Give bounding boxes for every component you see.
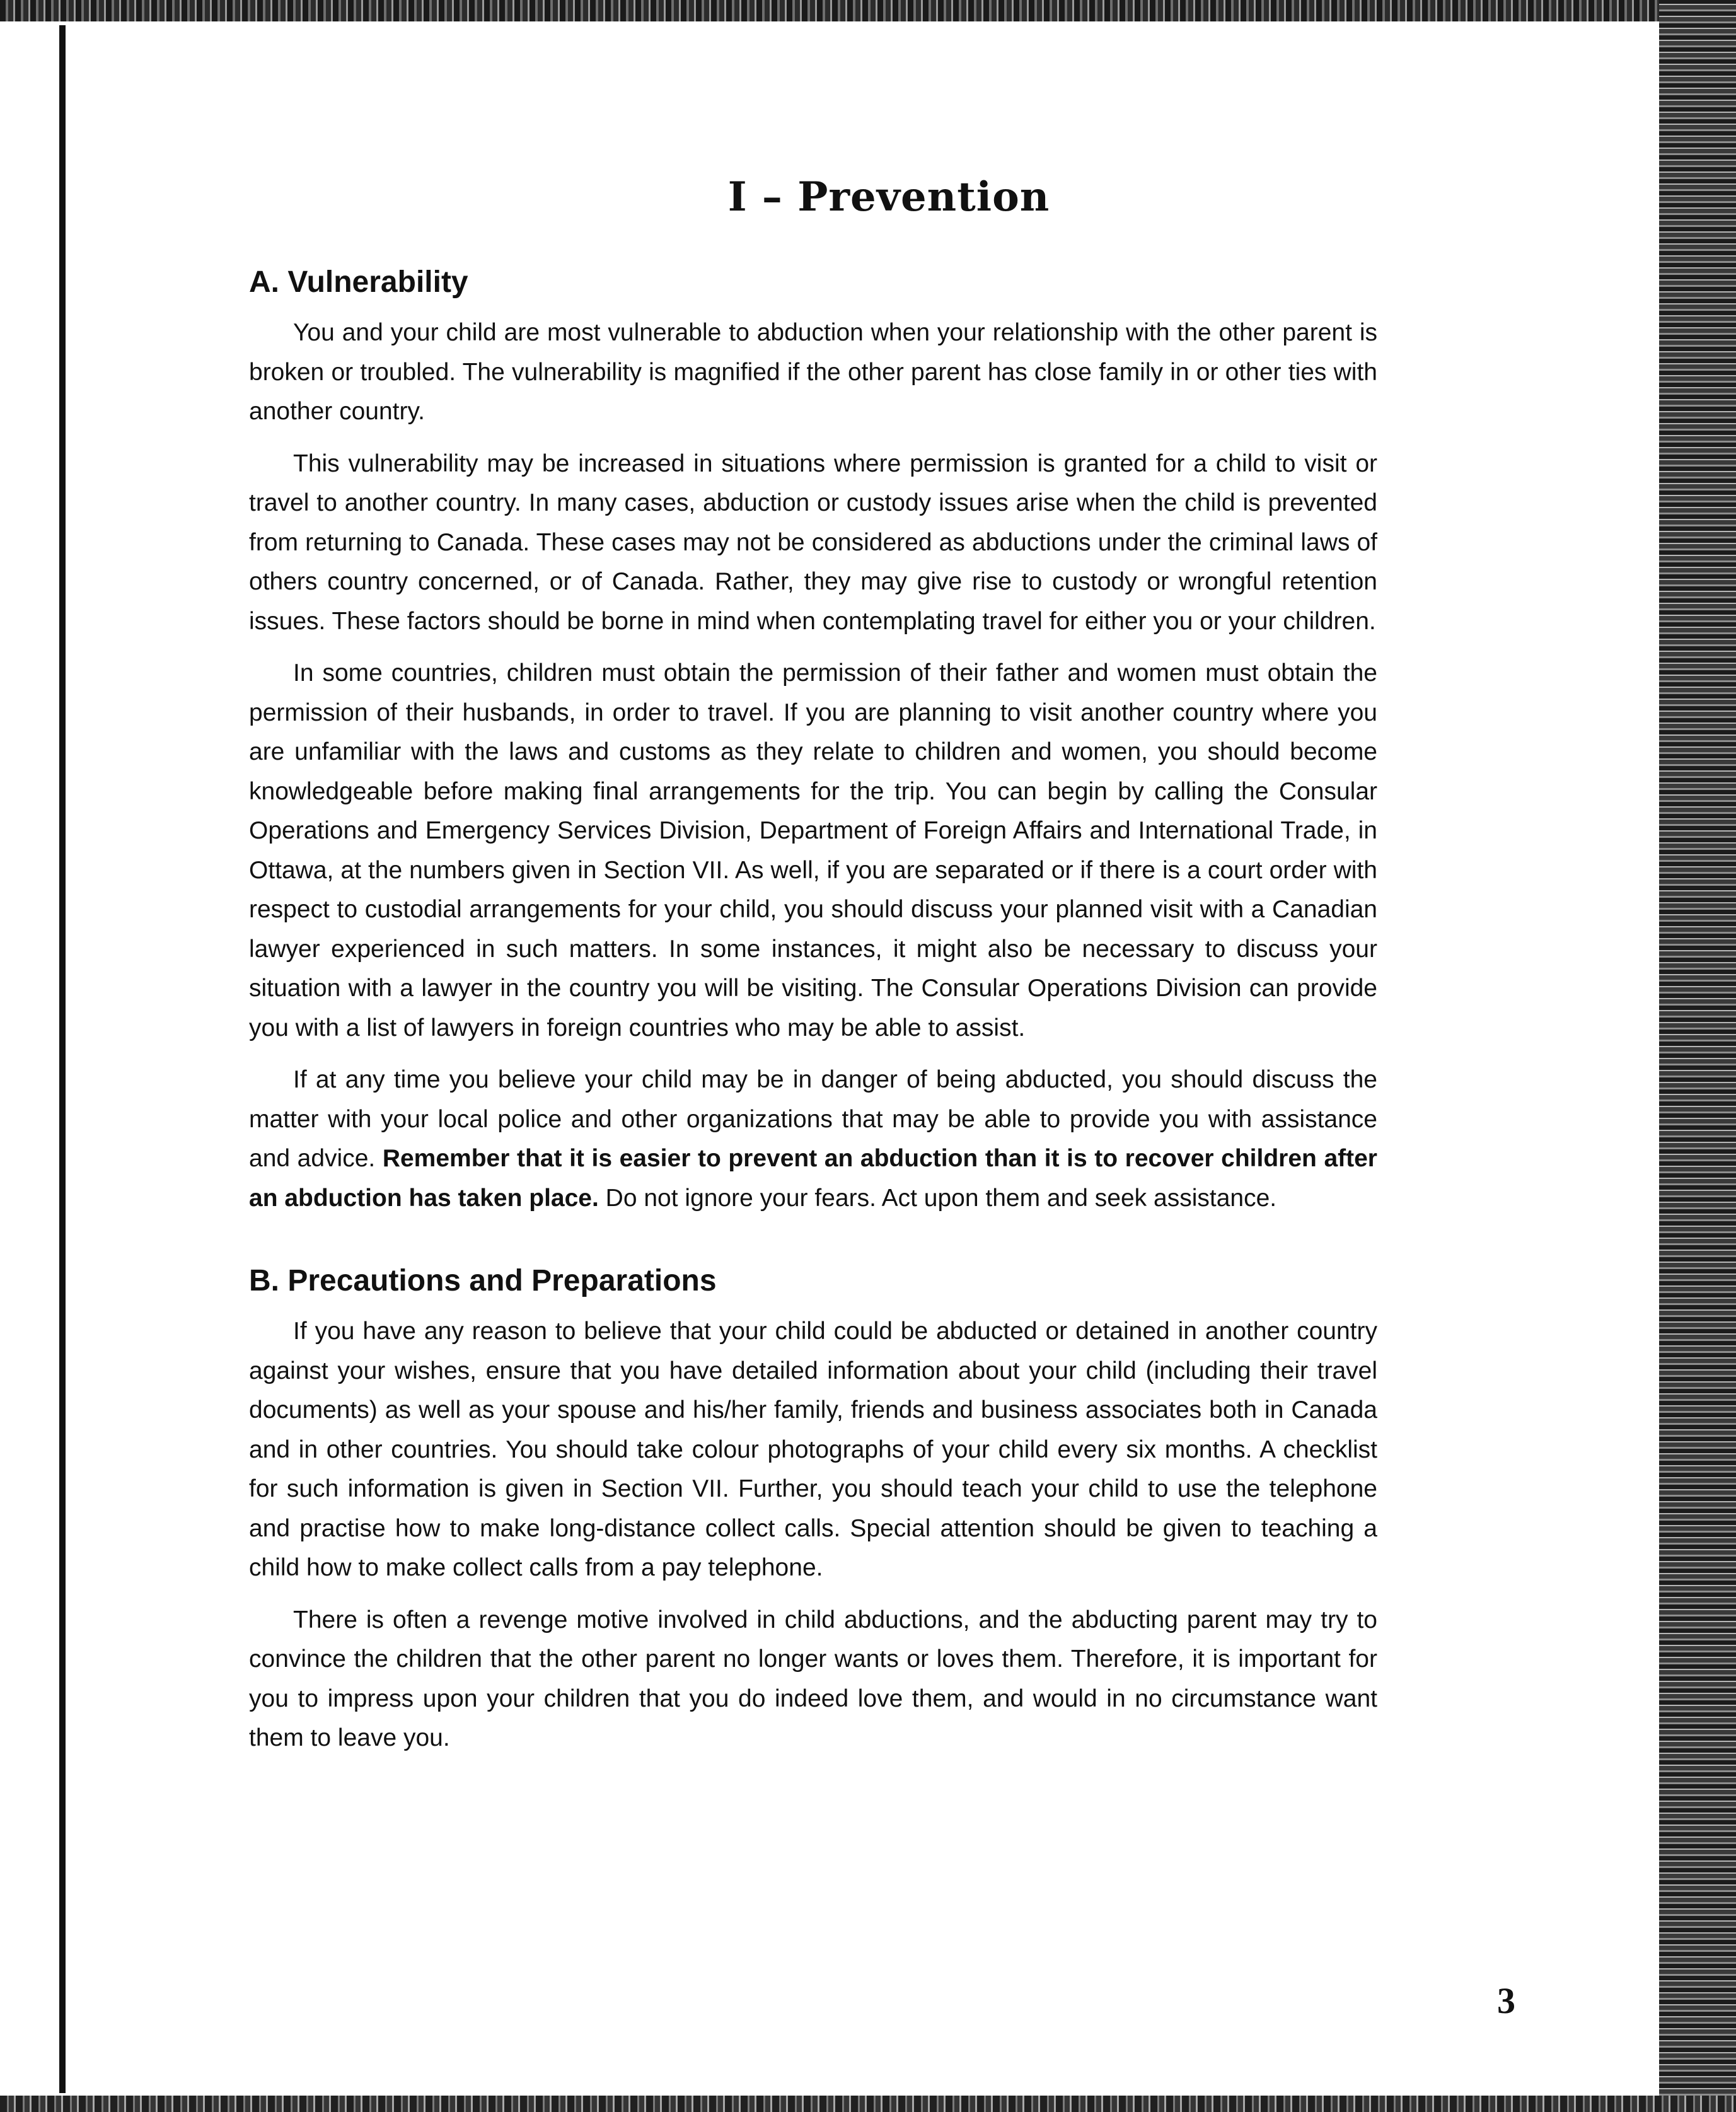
section-a-paragraph-2: This vulnerability may be increased in situations where permission is granted for a child to visit or travel to another country. In many cases, abduction or custody issues arise when the child is prevented from returning to Canada. These cases may not be considered as abductions under the criminal laws of others country concerned, or of Canada. Rather, they may give rise to custody or wrongful retention issues. These factors should be borne in mind when contemplating travel for either you or your children.	[249, 450, 1377, 635]
scan-edge-bottom	[0, 2096, 1736, 2112]
paragraph-4-emphasis: Remember that it is easier to prevent an abduction than it is to recover children after an abduction has taken place.	[249, 1145, 1377, 1212]
chapter-title: I – Prevention	[727, 173, 1050, 221]
page-content	[249, 151, 1377, 1771]
paragraph-4-start: If at any time you believe your child may be in danger of being abducted, you should discuss the matter with your local police and other organizations that may be able to provide you with assistance and advice.	[249, 1066, 1377, 1172]
scan-edge-right	[1659, 0, 1736, 2112]
page-left-margin	[0, 0, 59, 2112]
section-a-paragraph-4	[249, 1060, 1377, 1218]
section-a-paragraph-3: In some countries, children must obtain the permission of their father and women must obtain the permission of their husbands, in order to travel. If you are planning to visit another country where you are unfamiliar with the laws and customs as they relate to children and women, you should become knowledgeable before making final arrangements for the trip. You can begin by calling the Consular Operations and Emergency Services Division, Department of Foreign Affairs and International Trade, in Ottawa, at the numbers given in Section VII. As well, if you are separated or if there is a court order with respect to custodial arrangements for your child, you should discuss your planned visit with a Canadian lawyer experienced in such matters. In some instances, it might also be necessary to discuss your situation with a lawyer in the country you will be visiting. The Consular Operations Division can provide you with a list of lawyers in foreign countries who may be able to assist.	[249, 659, 1377, 1041]
section-a-heading: A. Vulnerability	[249, 265, 468, 299]
binding-edge	[59, 25, 66, 2093]
section-b-paragraph-2: There is often a revenge motive involved in child abductions, and the abducting parent may try to convince the children that the other parent no longer wants or loves them. Therefore, it is important for you to impress upon your children that you do indeed love them, and would in no circumstance want them to leave you.	[249, 1606, 1377, 1751]
scan-edge-top	[0, 0, 1736, 21]
section-b-heading: B. Precautions and Preparations	[249, 1264, 717, 1297]
paragraph-4-end: Do not ignore your fears. Act upon them and seek assistance.	[605, 1184, 1277, 1212]
section-b-paragraph-1: If you have any reason to believe that your child could be abducted or detained in another country against your wishes, ensure that you have detailed information about your child (including their travel documents) as well as your spouse and his/her family, friends and business associates both in Canada and in other countries. You should take colour photographs of your child every six months. A checklist for such information is given in Section VII. Further, you should teach your child to use the telephone and practise how to make long-distance collect calls. Special attention should be given to teaching a child how to make collect calls from a pay telephone.	[249, 1318, 1377, 1581]
section-a-paragraph-1: You and your child are most vulnerable to abduction when your relationship with the other parent is broken or troubled. The vulnerability is magnified if the other parent has close family in or other ties with another country.	[249, 319, 1377, 425]
page-number: 3	[1497, 1980, 1515, 2021]
